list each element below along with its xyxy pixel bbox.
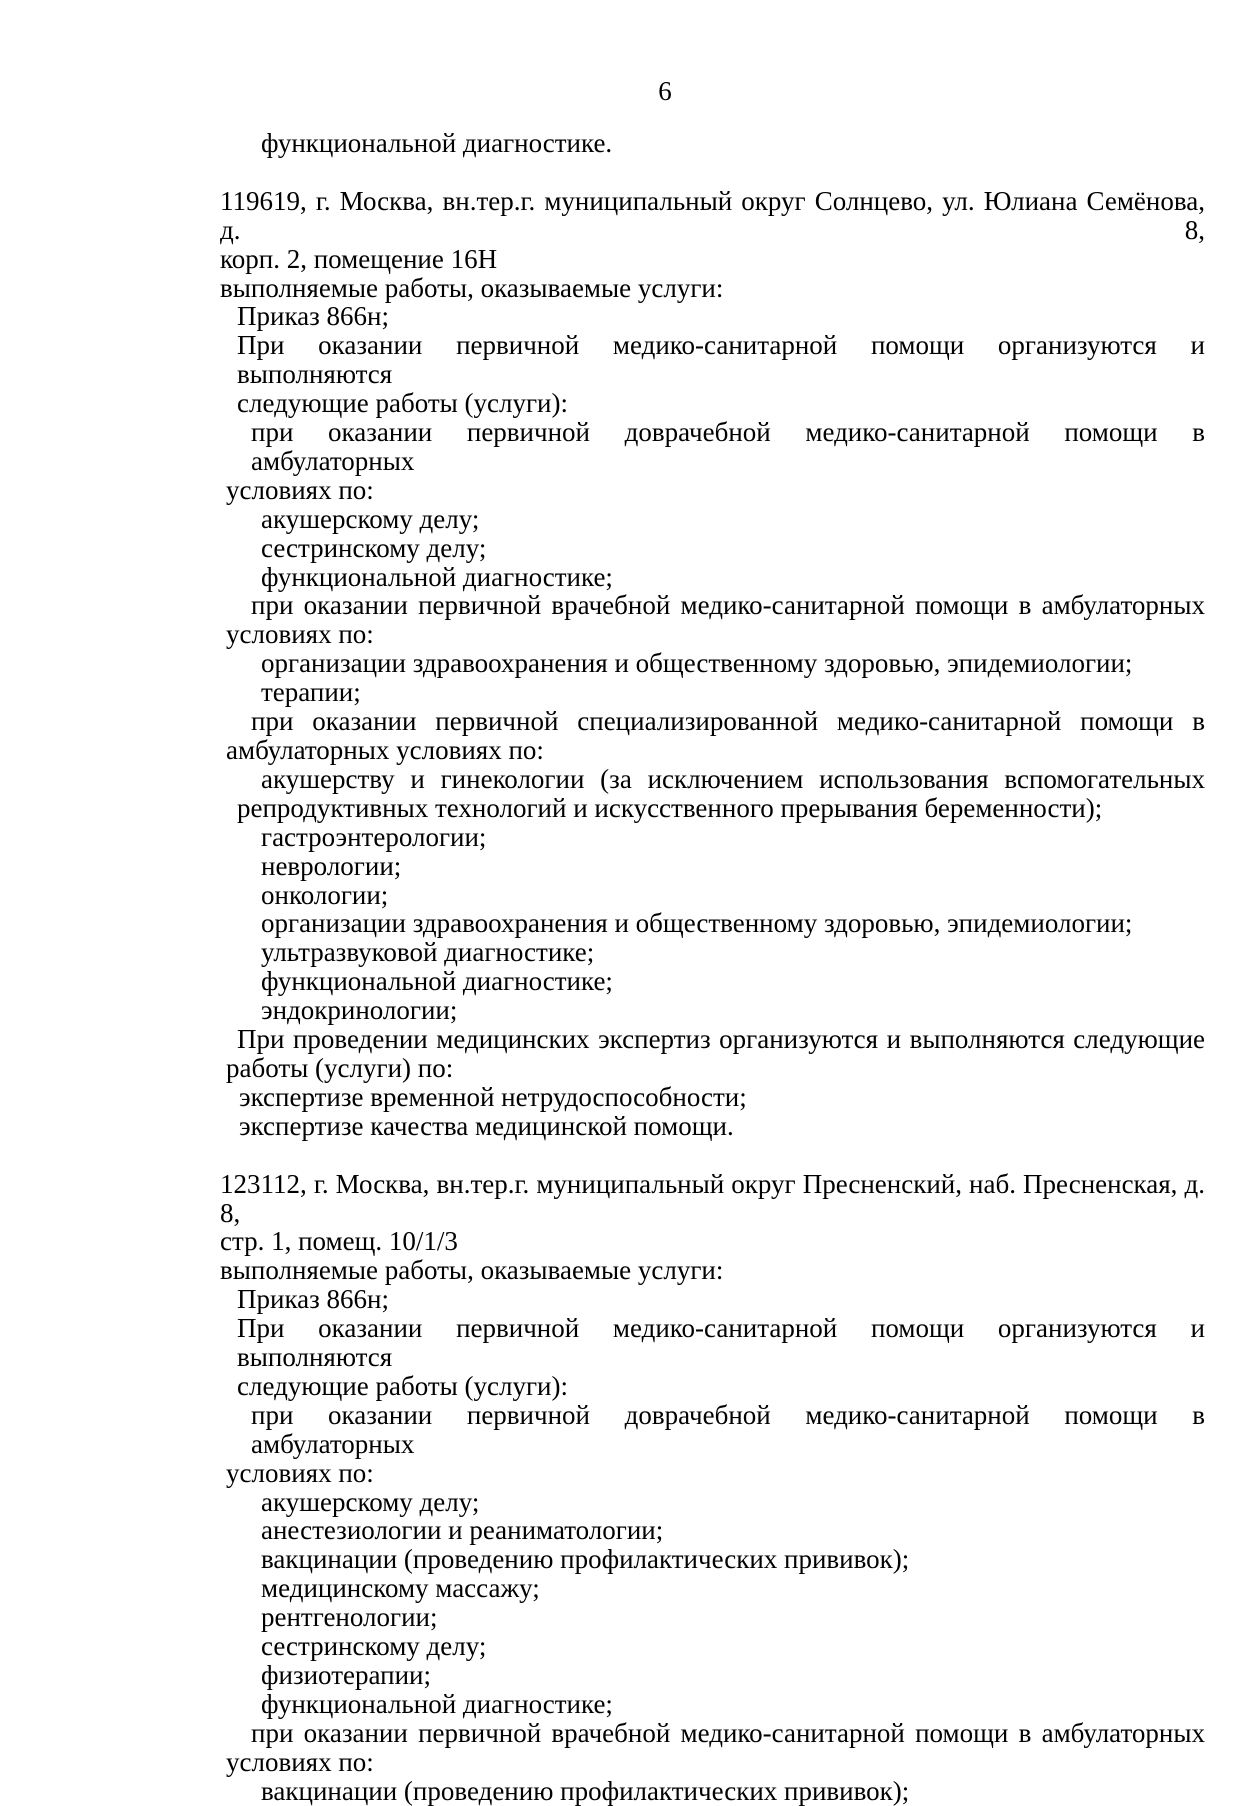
text-line: эндокринологии;	[261, 995, 458, 1026]
text-line: при оказании первичной специализированной медико-санитарной помощи в	[251, 706, 1205, 737]
text-line: При оказании первичной медико-санитарной помощи организуются и выполняются	[237, 330, 1205, 390]
section-address-123112	[220, 1170, 1205, 1806]
section-gap	[220, 1141, 1205, 1170]
text-line: вакцинации (проведению профилактических прививок);	[261, 1775, 910, 1806]
page-number: 6	[658, 76, 672, 106]
text-line: терапии;	[261, 677, 361, 708]
text-line: следующие работы (услуги):	[237, 1370, 568, 1401]
text-line: При проведении медицинских экспертиз организуются и выполняются следующие	[237, 1024, 1205, 1055]
text-line: функциональной диагностике;	[261, 561, 613, 592]
section-previous-page-tail	[220, 129, 1205, 158]
text-line: сестринскому делу;	[261, 532, 487, 563]
text-line: условиях по:	[226, 1746, 374, 1777]
text-line: организации здравоохранения и общественному здоровью, эпидемиологии;	[261, 648, 1133, 679]
text-line: функциональной диагностике.	[261, 128, 613, 158]
text-line: экспертизе качества медицинской помощи.	[239, 1110, 734, 1141]
text-line: медицинскому массажу;	[261, 1573, 540, 1604]
text-line: акушерству и гинекологии (за исключением использования вспомогательных	[261, 763, 1205, 794]
section-address-119619	[220, 187, 1205, 1141]
text-line: экспертизе временной нетрудоспособности;	[239, 1081, 747, 1112]
text-line: стр. 1, помещ. 10/1/3	[220, 1226, 458, 1257]
text-line: функциональной диагностике;	[261, 1688, 613, 1719]
text-line: 123112, г. Москва, вн.тер.г. муниципальный округ Пресненский, наб. Пресненская, д. 8,	[220, 1168, 1205, 1228]
text-line: корп. 2, помещение 16Н	[220, 243, 498, 274]
text-line: акушерскому делу;	[261, 503, 480, 534]
text-line: выполняемые работы, оказываемые услуги:	[220, 1255, 724, 1286]
text-line: условиях по:	[226, 619, 374, 650]
text-line: рентгенологии;	[261, 1602, 438, 1633]
text-line: при оказании первичной доврачебной медико-санитарной помощи в амбулаторных	[251, 1399, 1205, 1459]
text-line: неврологии;	[261, 850, 402, 881]
text-line: Приказ 866н;	[237, 301, 390, 332]
text-line: сестринскому делу;	[261, 1631, 487, 1662]
text-line: при оказании первичной доврачебной медико-санитарной помощи в амбулаторных	[251, 417, 1205, 476]
text-line: 119619, г. Москва, вн.тер.г. муниципальный округ Солнцево, ул. Юлиана Семёнова, д. 8,	[220, 185, 1205, 245]
text-line: работы (услуги) по:	[226, 1052, 454, 1083]
text-line: условиях по:	[226, 474, 374, 505]
text-line: условиях по:	[226, 1457, 374, 1488]
text-line: функциональной диагностике;	[261, 966, 613, 997]
text-line: при оказании первичной врачебной медико-санитарной помощи в амбулаторных	[251, 590, 1205, 621]
text-line: следующие работы (услуги):	[237, 388, 568, 419]
text-line: амбулаторных условиях по:	[226, 735, 544, 766]
text-line: репродуктивных технологий и искусственного прерывания беременности);	[237, 792, 1103, 823]
document-body	[220, 129, 1205, 1806]
text-line: онкологии;	[261, 879, 389, 910]
text-line: Приказ 866н;	[237, 1284, 390, 1315]
text-line: при оказании первичной врачебной медико-санитарной помощи в амбулаторных	[251, 1717, 1205, 1748]
text-line: гастроэнтерологии;	[261, 821, 487, 852]
text-line: ультразвуковой диагностике;	[261, 937, 595, 968]
text-line: акушерскому делу;	[261, 1486, 480, 1517]
text-line: анестезиологии и реаниматологии;	[261, 1515, 664, 1546]
text-line: вакцинации (проведению профилактических прививок);	[261, 1544, 910, 1575]
text-line: физиотерапии;	[261, 1660, 431, 1690]
text-line: выполняемые работы, оказываемые услуги:	[220, 272, 724, 303]
text-line: При оказании первичной медико-санитарной помощи организуются и выполняются	[237, 1313, 1205, 1373]
section-gap	[220, 158, 1205, 187]
text-line: организации здравоохранения и общественному здоровью, эпидемиологии;	[261, 908, 1133, 939]
